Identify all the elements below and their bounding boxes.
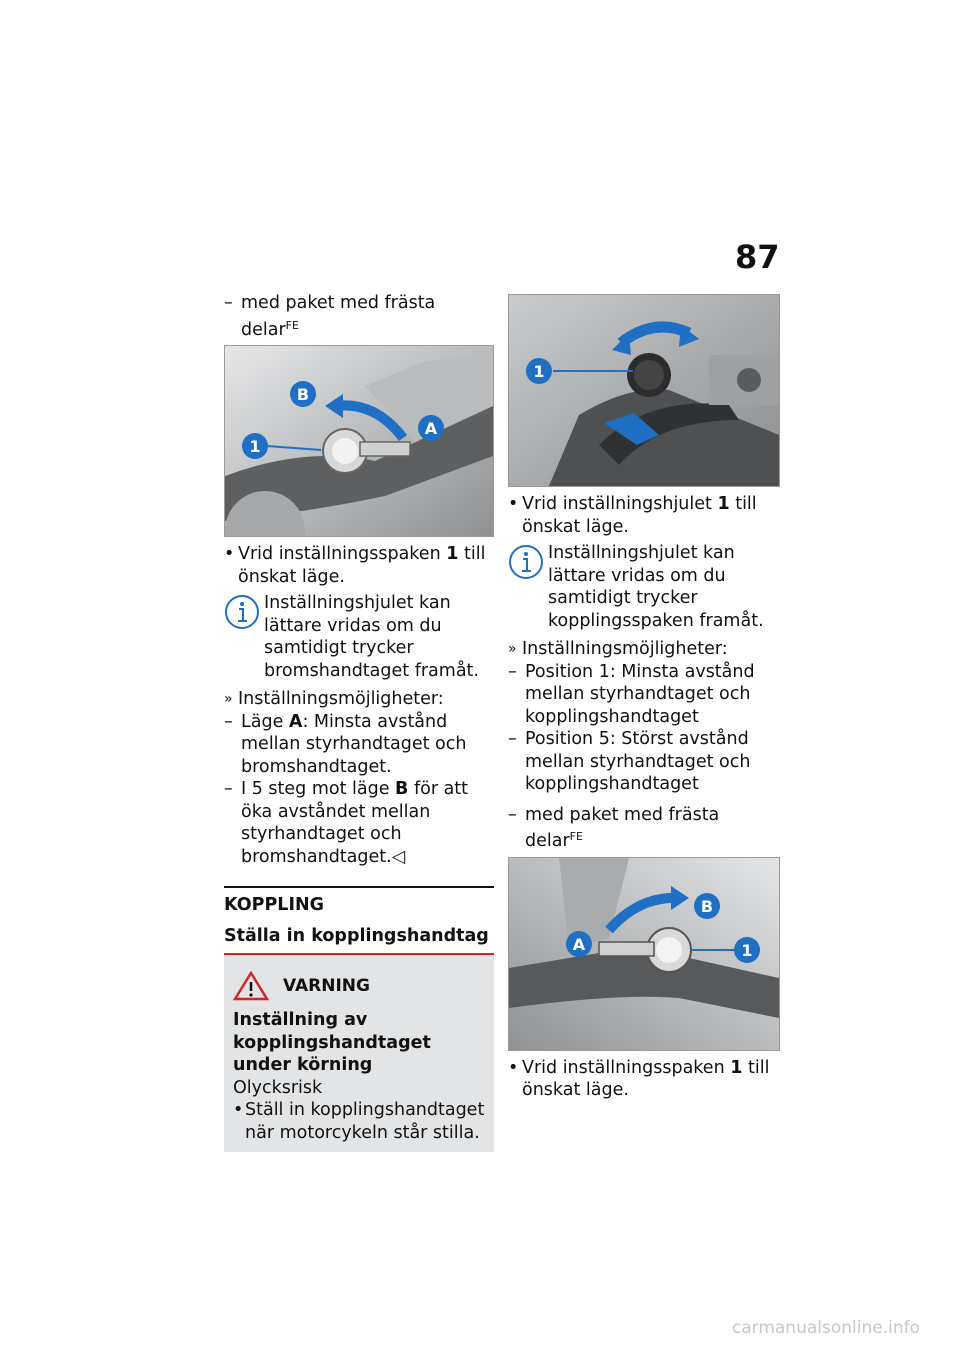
section-rule [224,886,494,888]
warning-icon [233,971,269,1011]
info-icon [508,544,544,587]
clutch-wheel-adjuster-image [508,294,780,487]
warning-header: VARNING [233,971,485,1001]
options-label: » Inställningsmöjligheter: [508,638,780,661]
warning-box [224,955,494,1152]
end-mark: ◁ [391,846,406,867]
brake-lever-adjuster-image [224,345,494,537]
position-1: – Position 1: Minsta avstånd mellan styrhandtaget och kopplingshandtaget [508,661,780,729]
page-number: 87 [735,238,780,276]
option-b: – I 5 steg mot läge B för att öka avståndet mellan styrhandtaget och bromshandtaget.◁ [224,778,494,868]
warning-heading: Inställning av kopplingshandtaget under körning [233,1010,431,1075]
clutch-lever-adjuster-image [508,857,780,1051]
info-note: Inställningshjulet kan lättare vridas om du samtidigt trycker bromshandtaget framåt. [224,592,494,682]
position-5: – Position 5: Störst avstånd mellan styrhandtaget och kopplingshandtaget [508,728,780,796]
step-instruction: • Vrid inställningsspaken 1 till önskat läge. [508,1057,780,1102]
info-icon [224,594,260,637]
subsection-title: Ställa in kopplingshandtag [224,925,489,946]
info-note: Inställningshjulet kan lättare vridas om du samtidigt trycker kopplingsspaken framåt. [508,542,780,632]
callout-a: A [572,934,586,954]
step-instruction: • Vrid inställningsspaken 1 till önskat läge. [224,543,494,588]
callout-1: 1 [741,940,753,960]
callout-b: B [700,896,714,916]
step-instruction: • Vrid inställningshjulet 1 till önskat läge. [508,493,780,538]
option-a: – Läge A: Minsta avstånd mellan styrhandtaget och bromshandtaget. [224,711,494,779]
callout-1: 1 [533,362,545,381]
callout-b: B [296,385,310,404]
watermark[interactable]: carmanualsonline.info [731,1318,920,1338]
warning-risk: Olycksrisk [233,1077,323,1098]
warning-action: • Ställ in kopplingshandtaget när motorcykeln står stilla. [233,1099,485,1144]
right-column [508,294,780,1102]
option-label: – med paket med frästa delar$^{FE}$ [508,804,780,853]
section-title: KOPPLING [224,895,324,915]
callout-a: A [424,419,438,438]
callout-1: 1 [249,437,261,456]
option-label: – med paket med frästa delar$^{FE}$ [224,292,494,341]
options-label: » Inställningsmöjligheter: [224,688,494,711]
left-column [224,292,494,1152]
